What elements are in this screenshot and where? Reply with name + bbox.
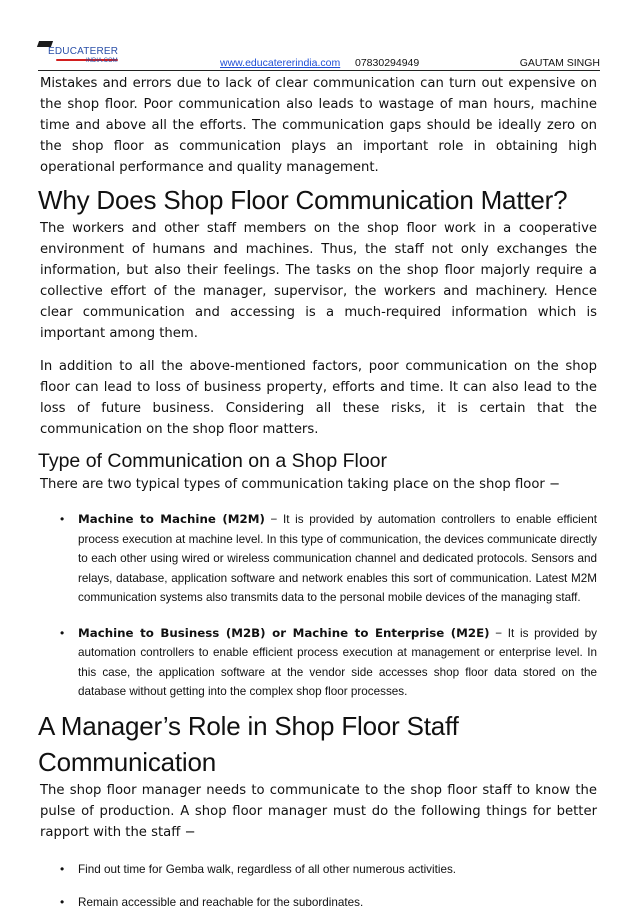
list-item-text: − It is provided by automation controllers to enable efficient process execution at machine level. In this type of communication, the devices communicate directly to each other using wired or wireless communication channel and dedicated protocols. Sensors and relays, database, application software and network enables this sort of communication. Latest M2M communication systems also transmits data to the personal mobile devices of the managing staff. — [78, 513, 598, 604]
list-item-title: Machine to Business (M2B) or Machine to Enterprise (M2E) — [78, 625, 490, 640]
page-header — [38, 40, 600, 71]
author-name: GAUTAM SINGH — [519, 57, 600, 69]
paragraph: There are two typical types of communication taking place on the shop floor − — [40, 477, 561, 492]
phone-number: 07830294949 — [355, 57, 420, 69]
logo-main-text: EDUCATERER — [48, 46, 119, 57]
list-item-title: Machine to Machine (M2M) — [78, 512, 265, 526]
logo-sub-text: INDIA.COM — [86, 58, 118, 64]
manager-tasks-list — [40, 860, 597, 913]
section-heading-why-matter: Why Does Shop Floor Communication Matter? — [38, 185, 568, 215]
communication-types-list — [40, 510, 597, 702]
list-item — [40, 624, 597, 702]
paragraph: The workers and other staff members on the shop floor work in a cooperative environment of humans and machines. Thus, the staff not only exchanges the information, but also their feelings. The tasks on the shop floor majorly require a collective effort of the manager, supervisor, the workers and machinery. Hence clear communication and accessing is a much-required information which is important among them. — [40, 221, 597, 341]
list-item — [40, 860, 597, 880]
bullet-icon: • — [60, 625, 65, 640]
list-item-text: Find out time for Gemba walk, regardless of all other numerous activities. — [78, 862, 457, 876]
intro-paragraph: Mistakes and errors due to lack of clear communication can turn out expensive on the shop floor. Poor communication also leads to wastage of man hours, machine time and above all the efforts. The communication gaps should be ideally zero on the shop floor as communication plays an important role in obtaining high operational performance and quality management. — [40, 76, 597, 175]
educaterer-logo — [38, 40, 148, 68]
bullet-icon: • — [60, 512, 65, 526]
page-content — [40, 73, 597, 913]
list-item-text: Remain accessible and reachable for the subordinates. — [78, 896, 364, 909]
paragraph: In addition to all the above-mentioned factors, poor communication on the shop floor can lead to loss of business property, efforts and time. It can also lead to the loss of future business. Considering all these risks, it is certain that the communication on the shop floor matters. — [40, 359, 597, 437]
section-heading-types: Type of Communication on a Shop Floor — [38, 450, 388, 472]
bullet-icon: • — [60, 861, 65, 876]
list-item — [40, 893, 597, 913]
paragraph: The shop floor manager needs to communicate to the shop floor staff to know the pulse of production. A shop floor manager must do the following things for better rapport with the staff − — [40, 782, 597, 840]
list-item-text: − It is provided by automation controllers to enable efficient process execution at management or enterprise level. In this case, the application software at the vendor side accesses shop floor data stored on the database without getting into the complex shop floor processes. — [78, 626, 597, 698]
website-link[interactable]: www.educatererindia.com — [220, 57, 341, 69]
section-heading-manager-role: A Manager’s Role in Shop Floor Staff Communication — [38, 710, 459, 777]
bullet-icon: • — [60, 895, 65, 909]
list-item — [40, 510, 597, 608]
